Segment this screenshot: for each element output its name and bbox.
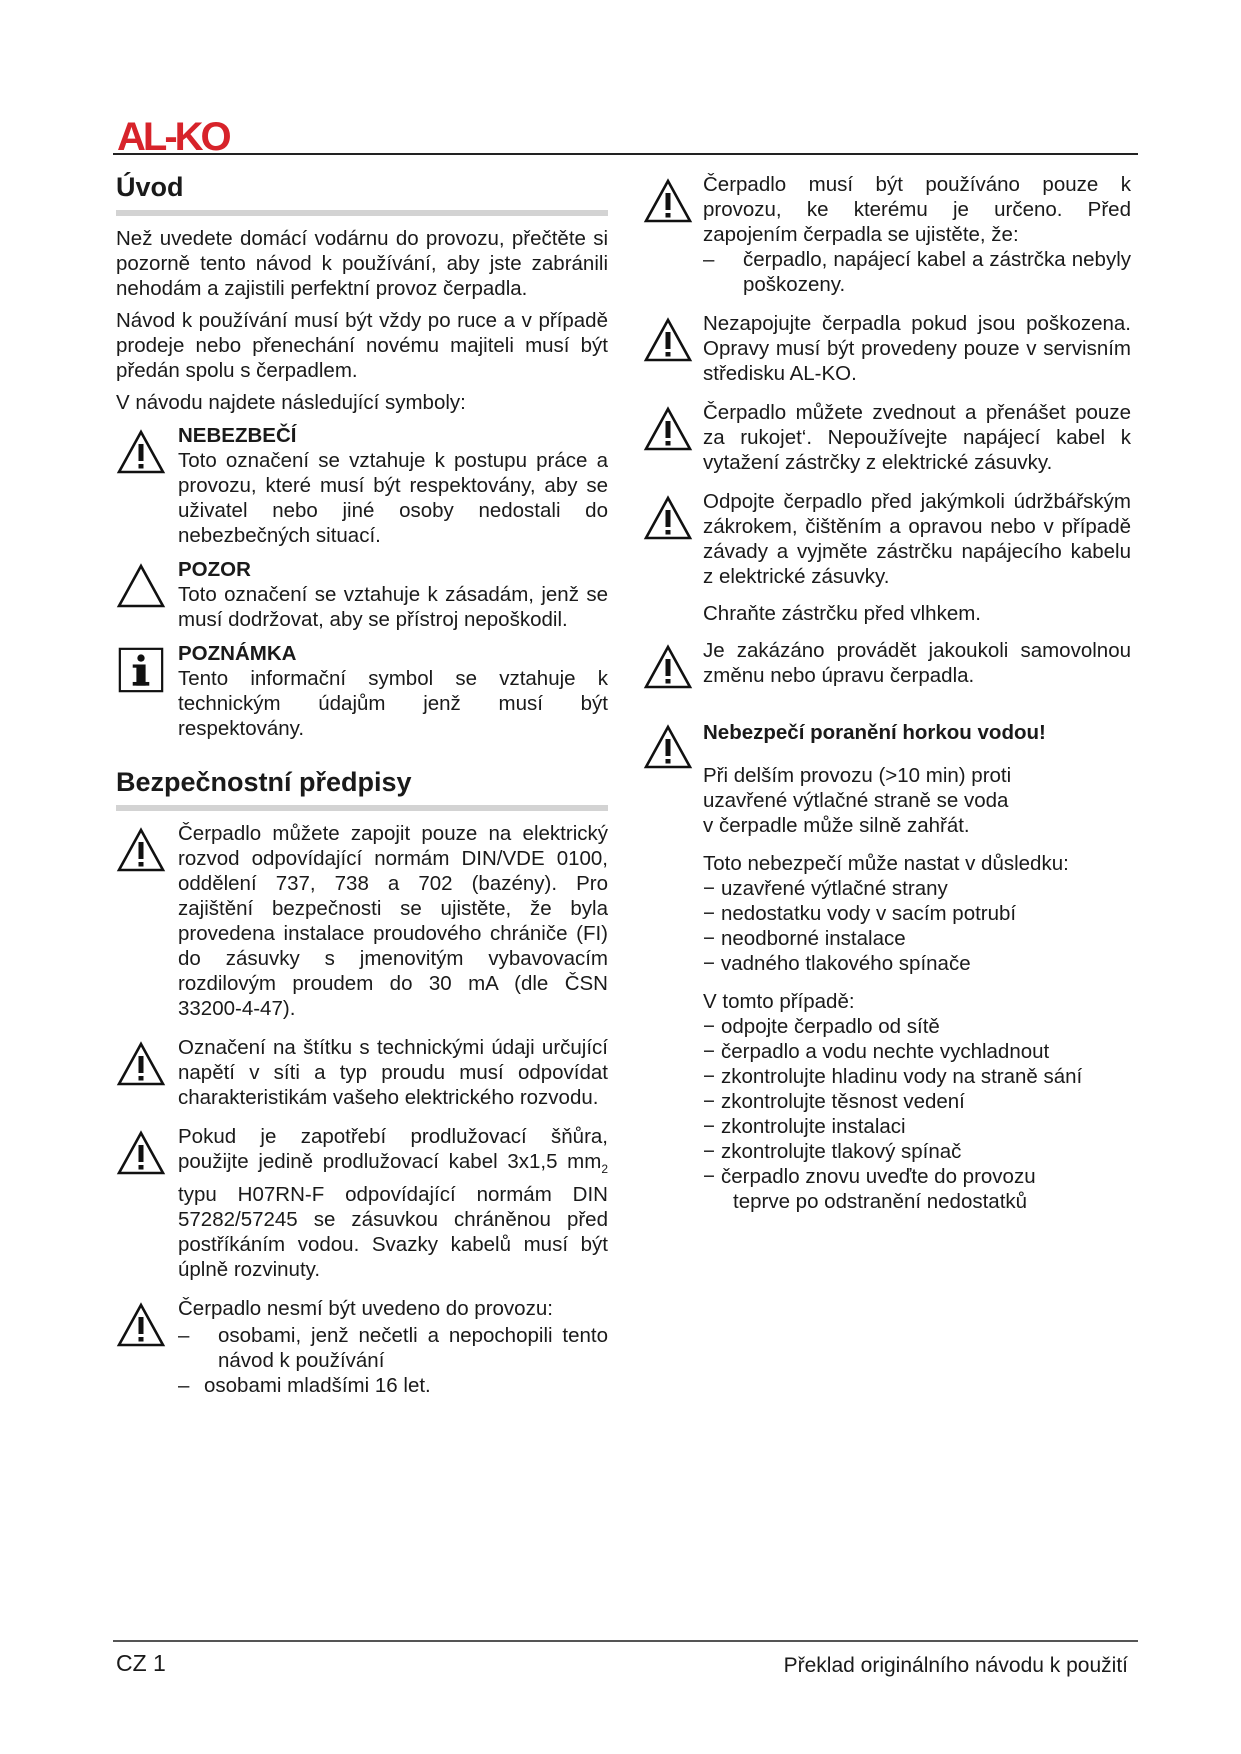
dash-item: – čerpadlo, napájecí kabel a zástrčka nebyly poškozeny. (703, 247, 1131, 297)
hot-water-line: v čerpadle může silně zahřát. (703, 814, 970, 837)
safety-text: Čerpadlo musí být používáno pouze k provozu, ke kterému je určeno. Před zapojením čerpadla se ujistěte, že: (703, 173, 1131, 246)
hot-water-line: uzavřené výtlačné straně se voda (703, 789, 1009, 812)
moisture-note: Chraňte zástrčku před vlhkem. (703, 602, 982, 625)
safety-text: Nezapojujte čerpadla pokud jsou poškozena. Opravy musí být provedeny pouze v servisním středisku AL-KO. (703, 312, 1131, 385)
warning-exclamation-icon (643, 724, 693, 770)
list-item: − uzavřené výtlačné strany (703, 876, 1131, 901)
right-column (643, 172, 1131, 1214)
list-item-continued: teprve po odstranění nedostatků (733, 1190, 1028, 1213)
safety-text: Čerpadlo nesmí být uvedeno do provozu: (178, 1297, 553, 1321)
header-rule (113, 153, 1138, 155)
intro-paragraph-1: Než uvedete domácí vodárnu do provozu, přečtěte si pozorně tento návod k používání, aby jste zabránili nehodám a zajistili perfektní provoz čerpadla. (116, 227, 608, 300)
safety-item (643, 400, 1131, 475)
heading-rule (116, 210, 608, 216)
symbol-note (116, 641, 608, 741)
safety-text: Pokud je zapotřebí prodlužovací šňůra, použijte jedině prodlužovací kabel 3x1,5 $mm_2$ typu H07RN-F odpovídající normám DIN 57282/57245 se zásuvkou chráněnou před postříkáním vodou. Svazky kabelů musí být úplně rozvinuty. (178, 1125, 608, 1282)
list-item: − odpojte čerpadlo od sítě (703, 1014, 1131, 1039)
warning-exclamation-icon (116, 1041, 166, 1087)
symbol-title: NEBEZBEČÍ (178, 424, 297, 447)
safety-text: Je zakázáno provádět jakoukoli samovolnou změnu nebo úpravu čerpadla. (703, 639, 1131, 687)
safety-item (643, 172, 1131, 297)
symbol-text: Toto označení se vztahuje k zásadám, jenž se musí dodržovat, aby se přístroj nepoškodil. (178, 583, 608, 631)
list-item: − zkontrolujte tlakový spínač (703, 1139, 1131, 1164)
heading-rule (116, 805, 608, 811)
actions-intro: V tomto případě: (703, 990, 855, 1013)
actions-list (703, 1014, 1131, 1214)
left-column (116, 170, 608, 1398)
list-item: − zkontrolujte instalaci (703, 1114, 1131, 1139)
footer-note: Překlad originálního návodu k použití (783, 1654, 1128, 1677)
symbol-title: POZNÁMKA (178, 642, 297, 665)
symbol-title: POZOR (178, 558, 251, 581)
dash-item: – osobami, jenž nečetli a nepochopili tento návod k používání (178, 1323, 608, 1373)
intro-paragraph-2: Návod k používání musí být vždy po ruce a v případě prodeje nebo přenechání novému majiteli musí být předán spolu s čerpadlem. (116, 309, 608, 382)
list-item: − vadného tlakového spínače (703, 951, 1131, 976)
hot-water-title: Nebezpečí poranění horkou vodou! (703, 721, 1046, 744)
hot-water-line: Při delším provozu (>10 min) proti (703, 764, 1012, 787)
warning-exclamation-icon (116, 827, 166, 873)
symbol-text: Tento informační symbol se vztahuje k technickým údajům jenž musí být respektovány. (178, 667, 608, 740)
symbol-danger (116, 423, 608, 548)
symbol-text: Toto označení se vztahuje k postupu práce a provozu, které musí být respektovány, aby se uživatel nebo jiné osoby nedostali do nebezbečných situací. (178, 449, 608, 547)
warning-exclamation-icon (643, 178, 693, 224)
dash-item: – osobami mladšími 16 let. (178, 1373, 608, 1398)
safety-heading: Bezpečnostní předpisy (116, 767, 412, 797)
intro-paragraph-3: V návodu najdete následující symboly: (116, 391, 466, 414)
list-item: − čerpadlo znovu uveďte do provozu (703, 1164, 1131, 1189)
list-item: − nedostatku vody v sacím potrubí (703, 901, 1131, 926)
symbol-caution (116, 557, 608, 632)
warning-exclamation-icon (116, 1130, 166, 1176)
warning-exclamation-icon (643, 495, 693, 541)
intro-heading: Úvod (116, 172, 184, 202)
safety-text: Označení na štítku s technickými údaji určující napětí v síti a typ proudu musí odpovídat charakteristikám vašeho elektrického rozvodu. (178, 1036, 608, 1109)
logo-text: AL-KO (117, 117, 229, 153)
warning-exclamation-icon (643, 406, 693, 452)
safety-text: Čerpadlo můžete zvednout a přenášet pouze za rukojet‘. Nepoužívejte napájecí kabel k vytažení zástrčky z elektrické zásuvky. (703, 401, 1131, 474)
safety-item (116, 821, 608, 1021)
warning-exclamation-icon (643, 317, 693, 363)
hot-water-warning (643, 720, 1131, 1214)
safety-item (116, 1124, 608, 1282)
warning-exclamation-icon (116, 429, 166, 475)
alko-logo (117, 117, 257, 153)
footer-rule (113, 1640, 1138, 1642)
list-item: − neodborné instalace (703, 926, 1131, 951)
list-item: − čerpadlo a vodu nechte vychladnout (703, 1039, 1131, 1064)
safety-item (643, 489, 1131, 589)
safety-text: Čerpadlo můžete zapojit pouze na elektrický rozvod odpovídající normám DIN/VDE 0100, oddělení 737, 738 a 702 (bazény). Pro zajištění bezpečnosti se ujistěte, že byla provedena instalace proudového chrániče (FI) do zásuvky s jmenovitým vybavovacím rozdilovým proudem do 30 mA (dle ČSN 33200-4-47). (178, 822, 608, 1020)
page-number: CZ 1 (116, 1650, 166, 1676)
warning-exclamation-icon (116, 1302, 166, 1348)
causes-intro: Toto nebezpečí může nastat v důsledku: (703, 852, 1069, 875)
causes-list (703, 876, 1131, 976)
safety-item (643, 311, 1131, 386)
safety-item (116, 1296, 608, 1398)
caution-triangle-icon (116, 563, 166, 609)
info-icon (116, 647, 166, 693)
safety-item (643, 638, 1131, 688)
list-item: − zkontrolujte hladinu vody na straně sání (703, 1064, 1131, 1089)
safety-text: Odpojte čerpadlo před jakýmkoli údržbářským zákrokem, čištěním a opravou nebo v případě závady a vyjměte zástrčku napájecího kabelu z elektrické zásuvky. (703, 490, 1131, 588)
list-item: − zkontrolujte těsnost vedení (703, 1089, 1131, 1114)
warning-exclamation-icon (643, 644, 693, 690)
safety-item (116, 1035, 608, 1110)
